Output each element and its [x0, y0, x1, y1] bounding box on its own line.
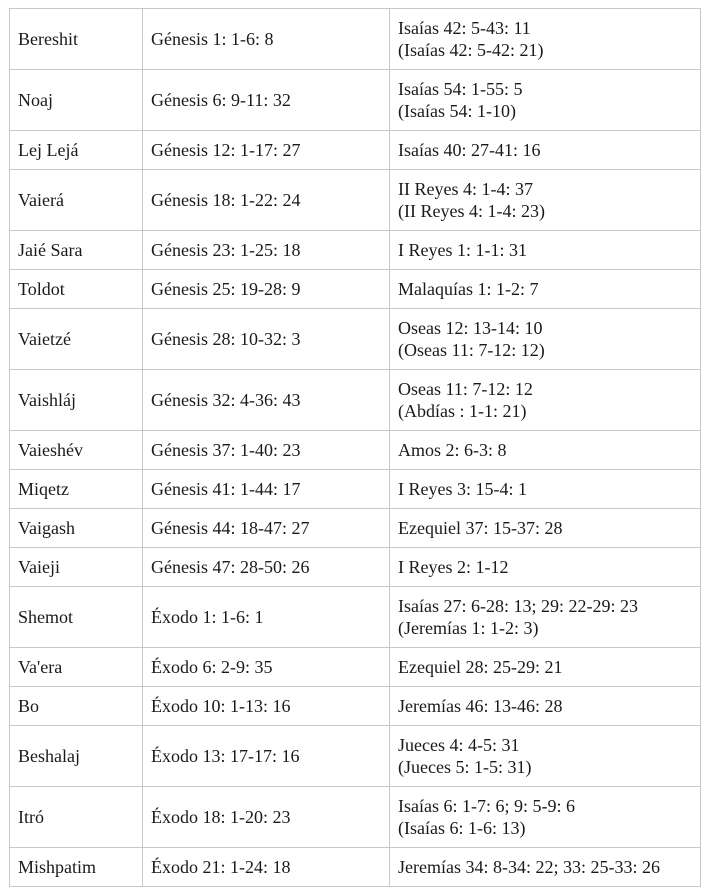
haftara-reading: Malaquías 1: 1-2: 7 — [398, 279, 539, 299]
parasha-name-cell: Toldot — [10, 270, 143, 309]
haftara-cell — [390, 687, 701, 726]
parasha-name-cell: Bereshit — [10, 9, 143, 70]
table-row — [10, 370, 701, 431]
parashot-table — [9, 8, 701, 887]
haftara-cell — [390, 231, 701, 270]
table-row — [10, 470, 701, 509]
table-row — [10, 9, 701, 70]
haftara-alternate-reading: (Isaías 42: 5-42: 21) — [398, 40, 544, 60]
torah-reading-cell: Génesis 18: 1-22: 24 — [143, 170, 390, 231]
table-row — [10, 848, 701, 887]
table-row — [10, 548, 701, 587]
haftara-cell — [390, 648, 701, 687]
torah-reading-cell: Génesis 28: 10-32: 3 — [143, 309, 390, 370]
torah-reading-cell: Génesis 1: 1-6: 8 — [143, 9, 390, 70]
parasha-name-cell: Mishpatim — [10, 848, 143, 887]
haftara-cell — [390, 131, 701, 170]
table-row — [10, 509, 701, 548]
haftara-cell — [390, 9, 701, 70]
haftara-reading: Amos 2: 6-3: 8 — [398, 440, 507, 460]
torah-reading-cell: Génesis 12: 1-17: 27 — [143, 131, 390, 170]
haftara-cell — [390, 270, 701, 309]
parasha-name-cell: Vaierá — [10, 170, 143, 231]
torah-reading-cell: Éxodo 1: 1-6: 1 — [143, 587, 390, 648]
document-page — [9, 8, 709, 893]
haftara-cell — [390, 587, 701, 648]
haftara-reading: Isaías 6: 1-7: 6; 9: 5-9: 6 — [398, 796, 575, 816]
haftara-alternate-reading: (II Reyes 4: 1-4: 23) — [398, 201, 545, 221]
parasha-name-cell: Miqetz — [10, 470, 143, 509]
table-row — [10, 309, 701, 370]
torah-reading-cell: Génesis 32: 4-36: 43 — [143, 370, 390, 431]
haftara-alternate-reading: (Abdías : 1-1: 21) — [398, 401, 527, 421]
torah-reading-cell: Éxodo 10: 1-13: 16 — [143, 687, 390, 726]
table-body — [10, 9, 701, 887]
haftara-cell — [390, 470, 701, 509]
haftara-cell — [390, 848, 701, 887]
haftara-cell — [390, 70, 701, 131]
torah-reading-cell: Génesis 6: 9-11: 32 — [143, 70, 390, 131]
table-row — [10, 648, 701, 687]
haftara-reading: Ezequiel 28: 25-29: 21 — [398, 657, 563, 677]
torah-reading-cell: Éxodo 21: 1-24: 18 — [143, 848, 390, 887]
parasha-name-cell: Va'era — [10, 648, 143, 687]
haftara-alternate-reading: (Isaías 6: 1-6: 13) — [398, 818, 526, 838]
table-row — [10, 431, 701, 470]
haftara-reading: I Reyes 2: 1-12 — [398, 557, 509, 577]
haftara-cell — [390, 431, 701, 470]
haftara-reading: Isaías 40: 27-41: 16 — [398, 140, 541, 160]
haftara-reading: Jeremías 46: 13-46: 28 — [398, 696, 563, 716]
torah-reading-cell: Génesis 41: 1-44: 17 — [143, 470, 390, 509]
torah-reading-cell: Génesis 44: 18-47: 27 — [143, 509, 390, 548]
parasha-name-cell: Bo — [10, 687, 143, 726]
parasha-name-cell: Vaigash — [10, 509, 143, 548]
table-row — [10, 170, 701, 231]
parasha-name-cell: Shemot — [10, 587, 143, 648]
haftara-reading: II Reyes 4: 1-4: 37 — [398, 179, 533, 199]
torah-reading-cell: Génesis 23: 1-25: 18 — [143, 231, 390, 270]
haftara-cell — [390, 726, 701, 787]
haftara-reading: Isaías 27: 6-28: 13; 29: 22-29: 23 — [398, 596, 638, 616]
haftara-alternate-reading: (Jueces 5: 1-5: 31) — [398, 757, 532, 777]
parasha-name-cell: Jaié Sara — [10, 231, 143, 270]
haftara-cell — [390, 787, 701, 848]
haftara-reading: I Reyes 3: 15-4: 1 — [398, 479, 527, 499]
parasha-name-cell: Vaishláj — [10, 370, 143, 431]
torah-reading-cell: Génesis 37: 1-40: 23 — [143, 431, 390, 470]
torah-reading-cell: Éxodo 13: 17-17: 16 — [143, 726, 390, 787]
table-row — [10, 231, 701, 270]
parasha-name-cell: Noaj — [10, 70, 143, 131]
haftara-reading: Jeremías 34: 8-34: 22; 33: 25-33: 26 — [398, 857, 660, 877]
parasha-name-cell: Lej Lejá — [10, 131, 143, 170]
table-row — [10, 270, 701, 309]
haftara-reading: Ezequiel 37: 15-37: 28 — [398, 518, 563, 538]
haftara-reading: Jueces 4: 4-5: 31 — [398, 735, 520, 755]
haftara-alternate-reading: (Jeremías 1: 1-2: 3) — [398, 618, 539, 638]
table-row — [10, 70, 701, 131]
haftara-alternate-reading: (Oseas 11: 7-12: 12) — [398, 340, 545, 360]
table-row — [10, 787, 701, 848]
parasha-name-cell: Itró — [10, 787, 143, 848]
haftara-reading: Oseas 11: 7-12: 12 — [398, 379, 533, 399]
table-row — [10, 587, 701, 648]
haftara-cell — [390, 170, 701, 231]
haftara-reading: Isaías 42: 5-43: 11 — [398, 18, 531, 38]
haftara-reading: Isaías 54: 1-55: 5 — [398, 79, 523, 99]
haftara-cell — [390, 309, 701, 370]
table-row — [10, 131, 701, 170]
haftara-cell — [390, 370, 701, 431]
torah-reading-cell: Éxodo 6: 2-9: 35 — [143, 648, 390, 687]
parasha-name-cell: Vaietzé — [10, 309, 143, 370]
haftara-reading: I Reyes 1: 1-1: 31 — [398, 240, 527, 260]
haftara-reading: Oseas 12: 13-14: 10 — [398, 318, 543, 338]
parasha-name-cell: Vaieshév — [10, 431, 143, 470]
torah-reading-cell: Génesis 25: 19-28: 9 — [143, 270, 390, 309]
parasha-name-cell: Beshalaj — [10, 726, 143, 787]
haftara-cell — [390, 548, 701, 587]
torah-reading-cell: Génesis 47: 28-50: 26 — [143, 548, 390, 587]
table-row — [10, 726, 701, 787]
haftara-cell — [390, 509, 701, 548]
haftara-alternate-reading: (Isaías 54: 1-10) — [398, 101, 516, 121]
parasha-name-cell: Vaieji — [10, 548, 143, 587]
table-row — [10, 687, 701, 726]
torah-reading-cell: Éxodo 18: 1-20: 23 — [143, 787, 390, 848]
